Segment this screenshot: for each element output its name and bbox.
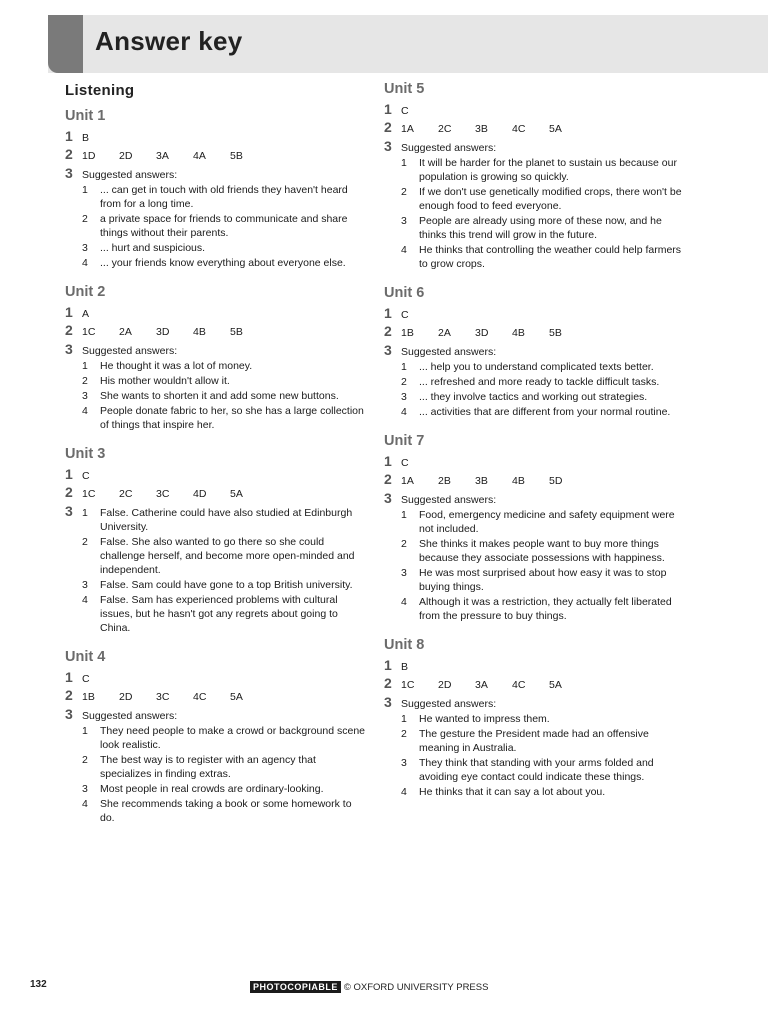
list-item bbox=[401, 360, 670, 374]
answer-body bbox=[82, 505, 365, 636]
question-number: 3 bbox=[65, 165, 73, 181]
question-2 bbox=[65, 686, 365, 704]
list-item bbox=[401, 390, 670, 404]
answer-label: Suggested answers: bbox=[82, 710, 178, 722]
answer-value: 5A bbox=[549, 679, 562, 691]
item-number: 1 bbox=[82, 360, 88, 372]
question-number: 1 bbox=[65, 304, 73, 320]
item-number: 3 bbox=[82, 390, 88, 402]
answer-row bbox=[401, 326, 586, 340]
item-text: The gesture the President made had an offensive meaning in Australia. bbox=[419, 728, 649, 754]
list-item bbox=[401, 214, 684, 242]
answer-value: 1D bbox=[82, 150, 96, 162]
answer-body bbox=[401, 493, 684, 624]
answer-row bbox=[401, 678, 586, 692]
item-number: 2 bbox=[401, 538, 407, 550]
list-item bbox=[401, 537, 684, 565]
answer-value: 1A bbox=[401, 475, 414, 487]
question-2 bbox=[384, 322, 684, 340]
item-text: People are already using more of these now, and he thinks this trend will grow in the future. bbox=[419, 215, 662, 241]
question-3 bbox=[65, 502, 365, 636]
question-number: 3 bbox=[65, 341, 73, 357]
unit-title: Unit 2 bbox=[65, 284, 106, 300]
unit-title: Unit 8 bbox=[384, 637, 425, 653]
item-number: 4 bbox=[401, 244, 407, 256]
list-item bbox=[82, 404, 365, 432]
item-text: She recommends taking a book or some homework to do. bbox=[100, 798, 352, 824]
answer-value: 1B bbox=[82, 691, 95, 703]
item-text: ... they involve tactics and working out strategies. bbox=[419, 391, 648, 403]
answer-value: 5A bbox=[230, 488, 243, 500]
page-title: Answer key bbox=[95, 26, 243, 56]
item-number: 4 bbox=[82, 405, 88, 417]
answer-value: 1C bbox=[401, 679, 415, 691]
answer-value: 4A bbox=[193, 150, 206, 162]
question-2 bbox=[65, 483, 365, 501]
answer-value: 2A bbox=[438, 327, 451, 339]
footer bbox=[250, 981, 488, 993]
question-number: 2 bbox=[384, 675, 392, 691]
answer-row bbox=[82, 487, 267, 501]
list-item bbox=[401, 375, 670, 389]
question-number: 1 bbox=[65, 128, 73, 144]
answer-value: 1A bbox=[401, 123, 414, 135]
question-number: 3 bbox=[384, 342, 392, 358]
question-1 bbox=[384, 452, 684, 470]
answer-value: B bbox=[82, 132, 90, 144]
answer-row bbox=[82, 149, 267, 163]
unit-block bbox=[65, 648, 365, 826]
list-item bbox=[82, 212, 365, 240]
question-3 bbox=[384, 137, 684, 272]
list-item bbox=[401, 405, 670, 419]
item-number: 1 bbox=[401, 713, 407, 725]
item-text: False. She also wanted to go there so she could challenge herself, and become more open-minded and independent. bbox=[100, 536, 355, 576]
answer-label: Suggested answers: bbox=[82, 169, 178, 181]
item-text: Although it was a restriction, they actually felt liberated from the pressure to buy things. bbox=[419, 596, 672, 622]
item-number: 1 bbox=[401, 509, 407, 521]
question-number: 1 bbox=[384, 657, 392, 673]
list-item bbox=[82, 359, 365, 373]
header-tab bbox=[48, 15, 83, 73]
answer-value: 3C bbox=[156, 691, 170, 703]
item-number: 3 bbox=[401, 567, 407, 579]
answer-row bbox=[82, 325, 267, 339]
answer-value: 4B bbox=[512, 475, 525, 487]
answer-label: Suggested answers: bbox=[401, 346, 497, 358]
item-text: He was most surprised about how easy it was to stop buying things. bbox=[419, 567, 667, 593]
answer-value: 1C bbox=[82, 326, 96, 338]
unit-title: Unit 6 bbox=[384, 285, 425, 301]
question-3 bbox=[384, 693, 684, 800]
question-number: 2 bbox=[65, 322, 73, 338]
answer-list bbox=[401, 156, 684, 271]
answer-value: 5B bbox=[230, 150, 243, 162]
item-text: ... activities that are different from your normal routine. bbox=[419, 406, 671, 418]
unit-title: Unit 7 bbox=[384, 433, 425, 449]
list-item bbox=[82, 753, 365, 781]
answer-label: Suggested answers: bbox=[401, 698, 497, 710]
list-item bbox=[82, 183, 365, 211]
item-text: ... can get in touch with old friends they haven't heard from for a long time. bbox=[100, 184, 348, 210]
question-1 bbox=[384, 100, 684, 118]
item-text: He thought it was a lot of money. bbox=[100, 360, 253, 372]
item-text: It will be harder for the planet to sustain us because our population is growing so quickly. bbox=[419, 157, 677, 183]
answer-value: C bbox=[82, 673, 90, 685]
item-text: He wanted to impress them. bbox=[419, 713, 550, 725]
item-text: ... your friends know everything about everyone else. bbox=[100, 257, 346, 269]
item-number: 4 bbox=[401, 406, 407, 418]
answer-list bbox=[82, 359, 365, 432]
answer-body bbox=[401, 141, 684, 272]
list-item bbox=[82, 389, 365, 403]
item-number: 3 bbox=[82, 783, 88, 795]
answer-value: 2D bbox=[119, 691, 133, 703]
item-number: 2 bbox=[82, 375, 88, 387]
list-item bbox=[401, 595, 684, 623]
unit-block bbox=[384, 80, 684, 272]
unit-block bbox=[65, 445, 365, 636]
answer-value: C bbox=[401, 105, 409, 117]
item-number: 2 bbox=[82, 754, 88, 766]
item-number: 3 bbox=[401, 215, 407, 227]
item-number: 1 bbox=[82, 184, 88, 196]
list-item bbox=[82, 578, 365, 592]
section-heading: Listening bbox=[65, 82, 135, 99]
question-2 bbox=[65, 145, 365, 163]
question-3 bbox=[65, 705, 365, 826]
answer-list bbox=[401, 360, 670, 419]
answer-value: 3B bbox=[475, 123, 488, 135]
answer-value: C bbox=[82, 470, 90, 482]
question-number: 1 bbox=[384, 305, 392, 321]
question-3 bbox=[65, 340, 365, 433]
unit-block bbox=[384, 284, 684, 420]
question-number: 2 bbox=[65, 687, 73, 703]
item-number: 2 bbox=[82, 213, 88, 225]
item-text: People donate fabric to her, so she has a large collection of things that inspire her. bbox=[100, 405, 364, 431]
list-item bbox=[401, 185, 684, 213]
question-1 bbox=[384, 656, 684, 674]
answer-value: 4C bbox=[512, 679, 526, 691]
list-item bbox=[82, 241, 365, 255]
answer-row bbox=[401, 474, 586, 488]
answer-value: 2C bbox=[119, 488, 133, 500]
answer-value: 3C bbox=[156, 488, 170, 500]
publisher-text: © OXFORD UNIVERSITY PRESS bbox=[343, 981, 489, 993]
list-item bbox=[401, 508, 684, 536]
list-item bbox=[401, 727, 684, 755]
item-text: ... refreshed and more ready to tackle difficult tasks. bbox=[419, 376, 660, 388]
list-item bbox=[82, 782, 365, 796]
item-text: The best way is to register with an agency that specializes in finding extras. bbox=[100, 754, 316, 780]
answer-row bbox=[82, 690, 267, 704]
answer-body bbox=[401, 345, 670, 420]
right-units bbox=[384, 80, 684, 800]
item-number: 2 bbox=[82, 536, 88, 548]
item-number: 4 bbox=[82, 798, 88, 810]
answer-value: 5A bbox=[230, 691, 243, 703]
answer-body bbox=[82, 168, 365, 271]
question-1 bbox=[384, 304, 684, 322]
unit-block bbox=[384, 432, 684, 624]
answer-label: Suggested answers: bbox=[401, 494, 497, 506]
answer-value: B bbox=[401, 661, 409, 673]
answer-label: Suggested answers: bbox=[401, 142, 497, 154]
item-text: False. Catherine could have also studied at Edinburgh University. bbox=[100, 507, 353, 533]
item-number: 2 bbox=[401, 728, 407, 740]
item-text: If we don't use genetically modified crops, there won't be enough food to feed everyone. bbox=[419, 186, 682, 212]
question-number: 1 bbox=[384, 453, 392, 469]
list-item bbox=[401, 756, 684, 784]
left-units bbox=[65, 107, 365, 826]
unit-block bbox=[65, 283, 365, 433]
unit-title: Unit 1 bbox=[65, 108, 106, 124]
answer-value: 2C bbox=[438, 123, 452, 135]
answer-value: 4D bbox=[193, 488, 207, 500]
item-text: a private space for friends to communicate and share things without their parents. bbox=[100, 213, 348, 239]
question-number: 1 bbox=[65, 466, 73, 482]
item-text: Most people in real crowds are ordinary-looking. bbox=[100, 783, 324, 795]
list-item bbox=[82, 256, 365, 270]
item-number: 1 bbox=[82, 725, 88, 737]
item-number: 4 bbox=[401, 786, 407, 798]
item-text: ... help you to understand complicated texts better. bbox=[419, 361, 654, 373]
answer-body bbox=[82, 709, 365, 826]
item-text: He thinks that it can say a lot about you. bbox=[419, 786, 606, 798]
item-number: 4 bbox=[401, 596, 407, 608]
item-number: 3 bbox=[401, 391, 407, 403]
answer-value: 5B bbox=[230, 326, 243, 338]
unit-title: Unit 3 bbox=[65, 446, 106, 462]
item-text: He thinks that controlling the weather could help farmers to grow crops. bbox=[419, 244, 682, 270]
photocopiable-badge: PHOTOCOPIABLE bbox=[250, 981, 341, 993]
item-number: 2 bbox=[401, 186, 407, 198]
answer-value: C bbox=[401, 457, 409, 469]
answer-value: 5B bbox=[549, 327, 562, 339]
answer-row bbox=[401, 122, 586, 136]
answer-value: 2D bbox=[438, 679, 452, 691]
answer-value: 4C bbox=[193, 691, 207, 703]
question-3 bbox=[384, 341, 684, 420]
list-item bbox=[82, 724, 365, 752]
answer-value: 3D bbox=[156, 326, 170, 338]
answer-value: 4C bbox=[512, 123, 526, 135]
item-number: 1 bbox=[401, 157, 407, 169]
answer-value: 4B bbox=[193, 326, 206, 338]
item-number: 3 bbox=[401, 757, 407, 769]
item-number: 2 bbox=[401, 376, 407, 388]
answer-value: 4B bbox=[512, 327, 525, 339]
question-number: 3 bbox=[65, 503, 73, 519]
list-item bbox=[401, 156, 684, 184]
answer-value: A bbox=[82, 308, 90, 320]
list-item bbox=[82, 374, 365, 388]
answer-value: 1B bbox=[401, 327, 414, 339]
answer-body bbox=[401, 697, 684, 800]
answer-value: 2D bbox=[119, 150, 133, 162]
answer-list bbox=[401, 508, 684, 623]
item-number: 4 bbox=[82, 594, 88, 606]
unit-block bbox=[384, 636, 684, 800]
question-number: 1 bbox=[384, 101, 392, 117]
item-number: 3 bbox=[82, 579, 88, 591]
question-3 bbox=[384, 489, 684, 624]
item-text: She wants to shorten it and add some new buttons. bbox=[100, 390, 339, 402]
question-2 bbox=[384, 470, 684, 488]
item-text: False. Sam could have gone to a top British university. bbox=[100, 579, 353, 591]
question-number: 2 bbox=[65, 146, 73, 162]
question-1 bbox=[65, 127, 365, 145]
question-1 bbox=[65, 668, 365, 686]
unit-block bbox=[65, 107, 365, 271]
answer-value: 3D bbox=[475, 327, 489, 339]
item-number: 1 bbox=[401, 361, 407, 373]
list-item bbox=[82, 593, 365, 635]
answer-value: 2B bbox=[438, 475, 451, 487]
right-column bbox=[384, 80, 684, 812]
answer-value: 3A bbox=[475, 679, 488, 691]
answer-body bbox=[82, 344, 365, 433]
question-1 bbox=[65, 303, 365, 321]
question-2 bbox=[65, 321, 365, 339]
question-number: 2 bbox=[384, 323, 392, 339]
item-text: They need people to make a crowd or background scene look realistic. bbox=[100, 725, 365, 751]
answer-value: 3A bbox=[156, 150, 169, 162]
question-number: 3 bbox=[384, 490, 392, 506]
list-item bbox=[401, 243, 684, 271]
item-text: ... hurt and suspicious. bbox=[100, 242, 206, 254]
page-number: 132 bbox=[30, 979, 47, 990]
list-item bbox=[401, 785, 684, 799]
list-item bbox=[82, 535, 365, 577]
item-number: 1 bbox=[82, 507, 88, 519]
question-2 bbox=[384, 118, 684, 136]
item-number: 3 bbox=[82, 242, 88, 254]
answer-list bbox=[401, 712, 684, 799]
answer-value: 1C bbox=[82, 488, 96, 500]
list-item bbox=[82, 797, 365, 825]
question-number: 2 bbox=[384, 119, 392, 135]
item-text: She thinks it makes people want to buy more things because they associate possessions with happiness. bbox=[419, 538, 665, 564]
item-text: False. Sam has experienced problems with cultural issues, but he hasn't got any regrets about going to China. bbox=[100, 594, 338, 634]
question-3 bbox=[65, 164, 365, 271]
unit-title: Unit 5 bbox=[384, 81, 425, 97]
item-text: They think that standing with your arms folded and avoiding eye contact could indicate these things. bbox=[419, 757, 654, 783]
answer-value: 3B bbox=[475, 475, 488, 487]
answer-list bbox=[82, 724, 365, 825]
item-text: His mother wouldn't allow it. bbox=[100, 375, 230, 387]
item-text: Food, emergency medicine and safety equipment were not included. bbox=[419, 509, 675, 535]
list-item bbox=[82, 506, 365, 534]
unit-title: Unit 4 bbox=[65, 649, 106, 665]
answer-value: 5A bbox=[549, 123, 562, 135]
question-number: 3 bbox=[65, 706, 73, 722]
list-item bbox=[401, 712, 684, 726]
question-number: 3 bbox=[384, 138, 392, 154]
list-item bbox=[401, 566, 684, 594]
question-number: 3 bbox=[384, 694, 392, 710]
answer-list bbox=[82, 506, 365, 635]
question-number: 2 bbox=[384, 471, 392, 487]
question-2 bbox=[384, 674, 684, 692]
question-number: 2 bbox=[65, 484, 73, 500]
answer-value: 2A bbox=[119, 326, 132, 338]
answer-list bbox=[82, 183, 365, 270]
answer-label: Suggested answers: bbox=[82, 345, 178, 357]
item-number: 4 bbox=[82, 257, 88, 269]
question-number: 1 bbox=[65, 669, 73, 685]
answer-value: 5D bbox=[549, 475, 563, 487]
left-column bbox=[65, 80, 365, 838]
question-1 bbox=[65, 465, 365, 483]
answer-value: C bbox=[401, 309, 409, 321]
